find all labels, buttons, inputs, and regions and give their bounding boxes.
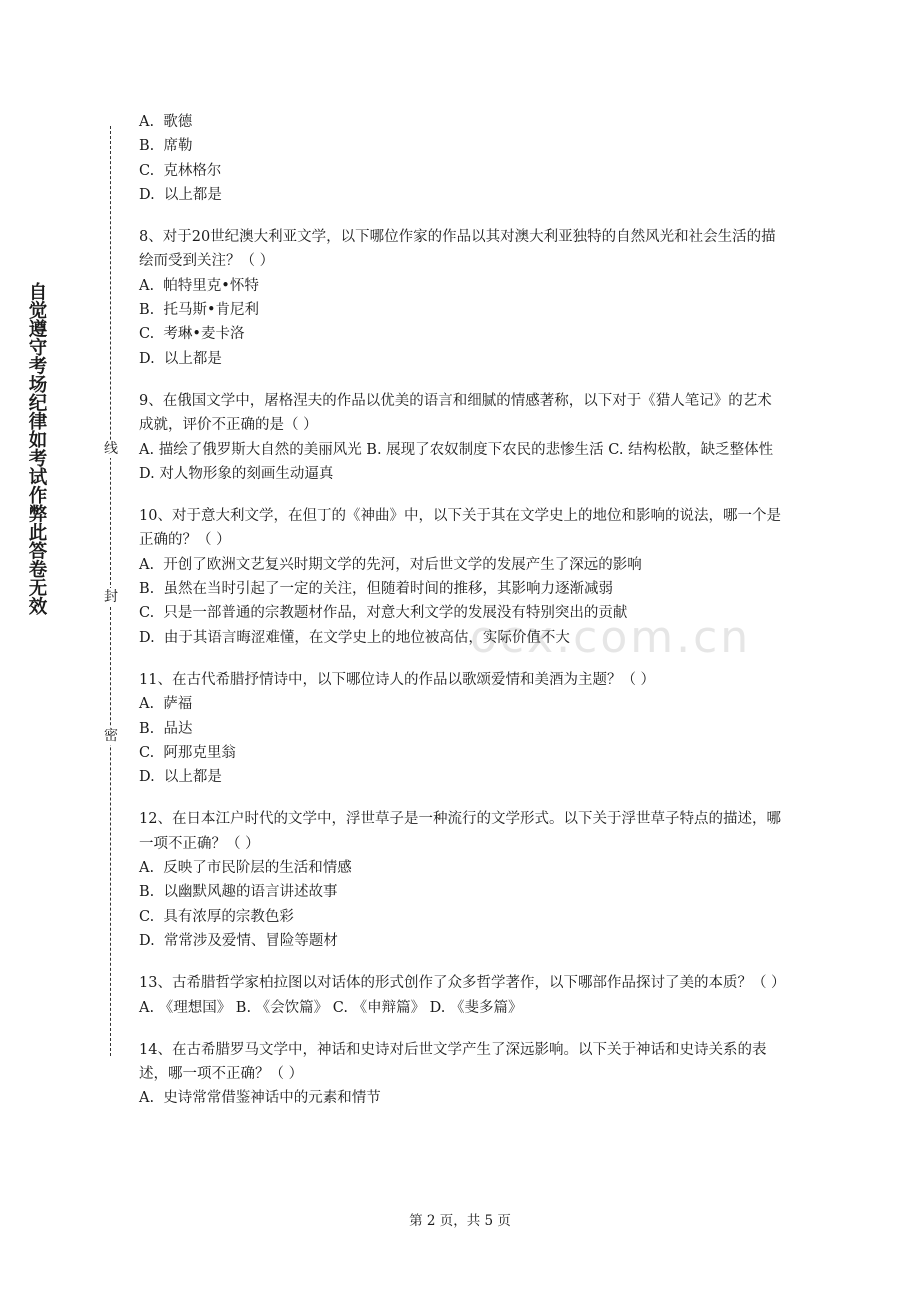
seal-label-secret: 密	[104, 728, 118, 744]
option: C. 考琳•麦卡洛	[139, 326, 245, 343]
question-11	[139, 668, 784, 789]
exam-discipline-notice: 自觉遵守考场纪律如考试作弊此答卷无效	[26, 282, 47, 615]
option: A. 帕特里克•怀特	[139, 277, 259, 294]
question-content	[139, 110, 784, 1129]
question-13	[139, 971, 784, 1020]
inline-options: A. 《理想国》 B. 《会饮篇》 C. 《申辩篇》 D. 《斐多篇》	[139, 999, 523, 1016]
question-stem: 8、对于20世纪澳大利亚文学，以下哪位作家的作品以其对澳大利亚独特的自然风光和社会生活的描绘而受到关注？（ ）	[139, 229, 776, 270]
question-stem: 14、在古希腊罗马文学中，神话和史诗对后世文学产生了深远影响。以下关于神话和史诗关系的表述，哪一项不正确？（ ）	[139, 1041, 767, 1083]
option: D. 以上都是	[139, 186, 222, 203]
option: B. 席勒	[139, 138, 193, 155]
question-stem: 13、古希腊哲学家柏拉图以对话体的形式创作了众多哲学著作，以下哪部作品探讨了美的本质？（ ）	[139, 975, 786, 992]
option: B. 品达	[139, 720, 193, 737]
option: C. 只是一部普通的宗教题材作品，对意大利文学的发展没有特别突出的贡献	[139, 605, 628, 622]
watermark: ocx.com.cn	[470, 612, 752, 663]
option: A. 萨福	[139, 696, 193, 713]
option: A. 史诗常常借鉴神话中的元素和情节	[139, 1090, 381, 1107]
option: D. 以上都是	[139, 769, 222, 786]
option: C. 克林格尔	[139, 162, 222, 179]
question-stem: 11、在古代希腊抒情诗中，以下哪位诗人的作品以歌颂爱情和美酒为主题？（ ）	[139, 671, 656, 688]
option: D. 由于其语言晦涩难懂，在文学史上的地位被高估，实际价值不大	[139, 629, 570, 646]
option: A. 反映了市民阶层的生活和情感	[139, 860, 352, 877]
question-12	[139, 807, 784, 953]
question-stem: 9、在俄国文学中，屠格涅夫的作品以优美的语言和细腻的情感著称，以下对于《猎人笔记》的艺术成就，评价不正确的是（ ）	[139, 392, 772, 434]
question-8	[139, 225, 784, 371]
question-9	[139, 389, 784, 486]
option: B. 以幽默风趣的语言讲述故事	[139, 884, 338, 901]
option: B. 托马斯•肯尼利	[139, 302, 260, 319]
option: B. 虽然在当时引起了一定的关注，但随着时间的推移，其影响力逐渐减弱	[139, 581, 613, 598]
inline-options: A. 描绘了俄罗斯大自然的美丽风光 B. 展现了农奴制度下农民的悲惨生活 C. 结构松散，缺乏整体性 D. 对人物形象的刻画生动逼真	[139, 441, 774, 482]
question-7-continued	[139, 110, 784, 207]
question-stem: 10、对于意大利文学，在但丁的《神曲》中，以下关于其在文学史上的地位和影响的说法，哪一个是正确的？（ ）	[139, 508, 781, 549]
option: D. 以上都是	[139, 350, 222, 367]
option: C. 阿那克里翁	[139, 744, 236, 761]
page-footer: 第 2 页，共 5 页	[409, 1213, 511, 1229]
option: A. 开创了欧洲文艺复兴时期文学的先河，对后世文学的发展产生了深远的影响	[139, 556, 642, 573]
question-stem: 12、在日本江户时代的文学中，浮世草子是一种流行的文学形式。以下关于浮世草子特点的描述，哪一项不正确？（ ）	[139, 811, 781, 852]
question-10	[139, 504, 784, 650]
seal-label-seal: 封	[104, 589, 118, 605]
option: D. 常常涉及爱情、冒险等题材	[139, 932, 338, 949]
option: C. 具有浓厚的宗教色彩	[139, 908, 294, 925]
option: A. 歌德	[139, 114, 193, 130]
question-14	[139, 1038, 784, 1111]
seal-label-line: 线	[104, 441, 118, 457]
